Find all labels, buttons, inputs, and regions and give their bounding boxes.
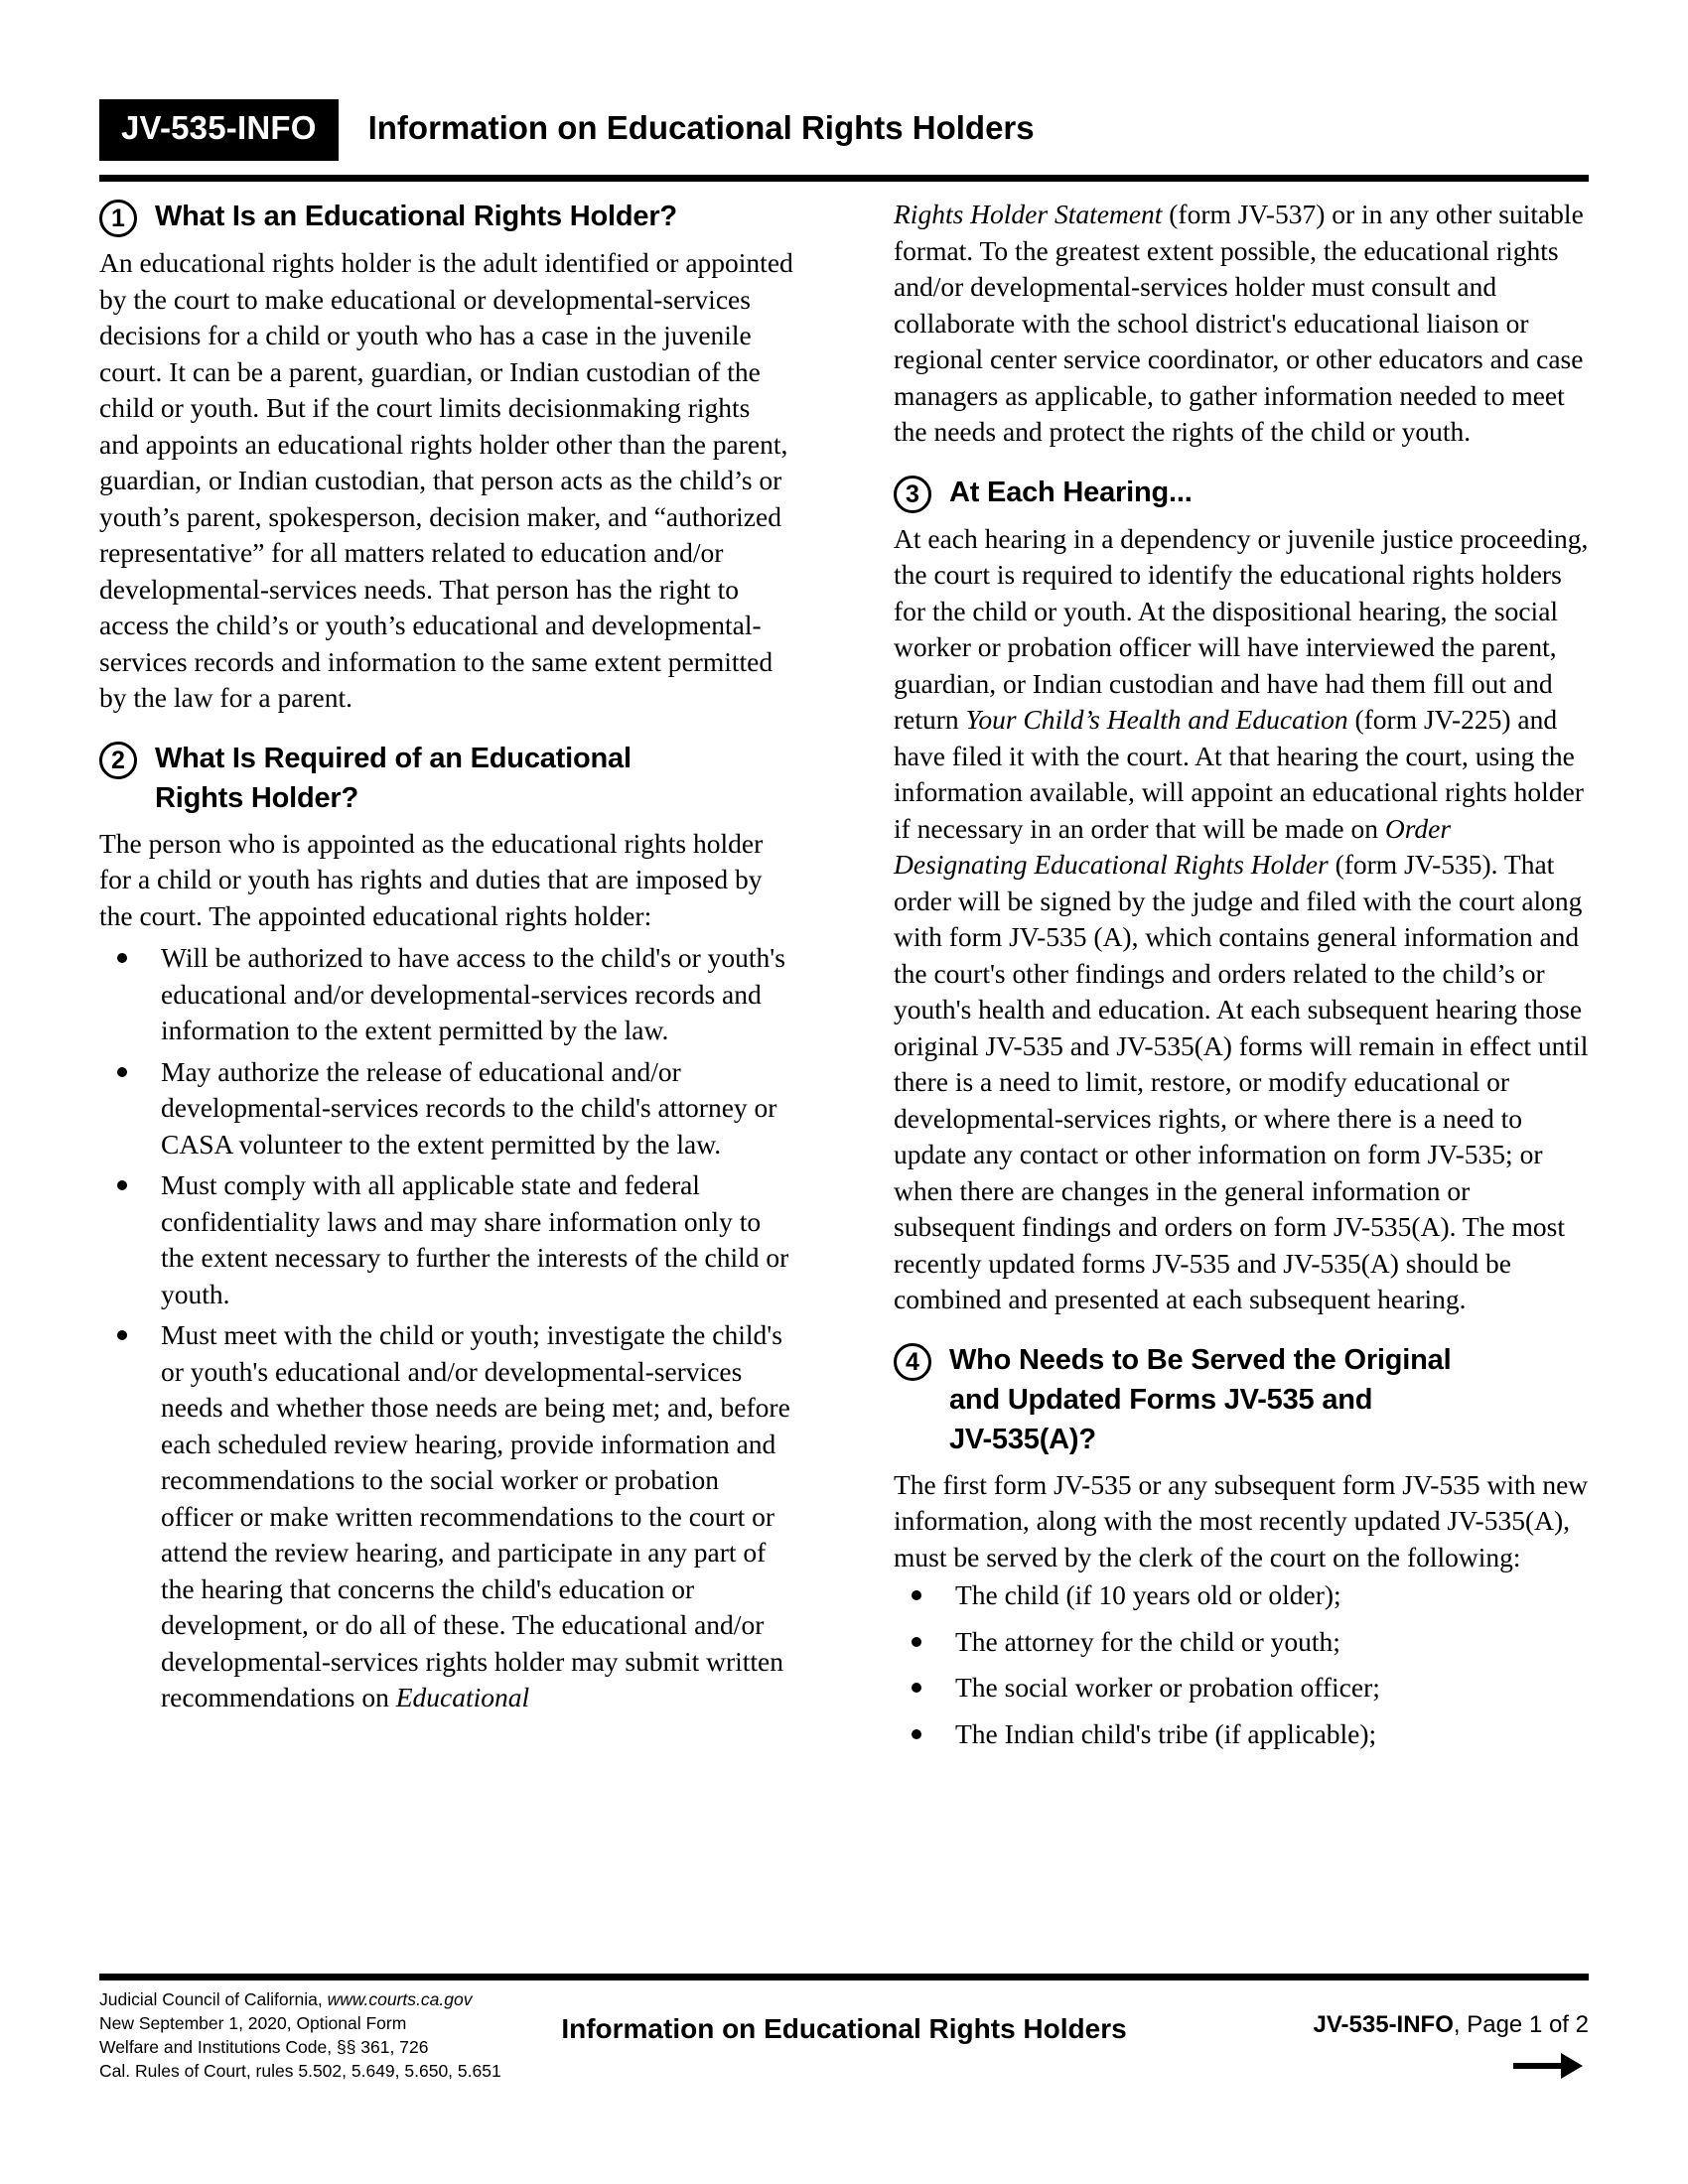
section-1-title: What Is an Educational Rights Holder? [155,201,677,232]
footer-line-council [99,1987,501,2011]
section-2-heading [99,739,794,818]
footer-line-rules: Cal. Rules of Court, rules 5.502, 5.649, 5.650, 5.651 [99,2061,501,2081]
list-item: The child (if 10 years old or older); [894,1577,1589,1614]
section-2-number-icon: 2 [99,742,137,779]
section-3-title: At Each Hearing... [949,476,1193,508]
section-2-title [155,739,632,818]
section-4-title [949,1340,1451,1459]
section-4-title-line3: JV-535(A)? [949,1423,1096,1455]
footer-title: Information on Educational Rights Holders [561,2013,1127,2044]
list-item: The social worker or probation officer; [894,1670,1589,1706]
list-item [99,1317,794,1716]
section-1-heading [99,197,794,237]
form-reference-italic-jv535: Order Designating Educational Rights Holder [894,812,1452,880]
continuation-text: (form JV-537) or in any other suitable format. To the greatest extent possible, the educational rights and/or developmental-services holder must consult and collaborate with the school district's educational liaison or regional center service coordinator, or other educators and case managers as applicable, to gather information needed to meet the needs and protect the rights of the child or youth. [894,199,1584,447]
section-2-bullet-list [99,940,794,1716]
footer-divider-rule [99,1974,1589,1980]
left-column [99,197,794,1721]
footer-line-code: Welfare and Institutions Code, §§ 361, 726 [99,2037,429,2057]
footer-form-number: JV-535-INFO [1313,2011,1454,2038]
footer-line-revision: New September 1, 2020, Optional Form [99,2013,407,2033]
footer-council-text: Judicial Council of California, [99,1989,328,2009]
section-4-number-icon: 4 [894,1343,931,1381]
form-reference-italic-jv225: Your Child’s Health and Education [965,704,1348,735]
page-footer [99,1987,1589,2097]
section-2-title-line1: What Is Required of an Educational [155,742,632,774]
section-3-text-part2: (form JV-225) and have filed it with the court. At that hearing the court, using the information available, will appoint an educational rights holder if necessary in an order that will be made on [894,704,1584,844]
right-column [894,197,1589,1762]
list-item: The Indian child's tribe (if applicable); [894,1716,1589,1753]
list-item: May authorize the release of educational and/or developmental-services records to the child's attorney or CASA volunteer to the extent permitted by the law. [99,1054,794,1163]
list-item: Must comply with all applicable state and federal confidentiality laws and may share information only to the extent necessary to further the interests of the child or youth. [99,1167,794,1312]
header-divider-rule [99,175,1589,182]
section-1-paragraph: An educational rights holder is the adult identified or appointed by the court to make educational or developmental-services decisions for a child or youth who has a case in the juvenile court. It can be a parent, guardian, or Indian custodian of the child or youth. But if the court limits decisionmaking rights and appoints an educational rights holder other than the parent, guardian, or Indian custodian, that person acts as the child’s or youth’s parent, spokesperson, decision maker, and “authorized representative” for all matters related to education and/or developmental-services needs. That person has the right to access the child’s or youth’s educational and developmental-services records and information to the same extent permitted by the law for a parent. [99,247,793,713]
section-2-intro: The person who is appointed as the educational rights holder for a child or youth has rights and duties that are imposed by the court. The appointed educational rights holder: [99,827,764,931]
footer-page-number: , Page 1 of 2 [1453,2011,1589,2038]
next-page-arrow-icon [1513,2049,1583,2083]
section-4-title-line1: Who Needs to Be Served the Original [949,1343,1452,1376]
list-item: The attorney for the child or youth; [894,1624,1589,1661]
section-4-heading [894,1340,1589,1459]
footer-website-link[interactable]: www.courts.ca.gov [327,1989,473,2009]
section-2-title-line2: Rights Holder? [155,781,359,814]
section-3-heading [894,473,1589,513]
section-4-intro: The first form JV-535 or any subsequent form JV-535 with new information, along with the most recently updated JV-535(A), must be served by the clerk of the court on the following: [894,1468,1589,1572]
form-reference-italic: Educational [395,1682,530,1712]
section-3-text-part3: (form JV-535). That order will be signed by the judge and filed with the court along with form JV-535 (A), which contains general information and the court's other findings and orders related to the child’s or youth's health and education. At each subsequent hearing those original JV-535 and JV-535(A) forms will remain in effect until there is a need to limit, restore, or modify educational or developmental-services rights, or where there is a need to update any contact or other information on form JV-535; or when there are changes in the general information or subsequent findings and orders on form JV-535(A). The most recently updated forms JV-535 and JV-535(A) should be combined and presented at each subsequent hearing. [894,849,1589,1314]
form-header [99,99,1589,161]
footer-page-indicator [1314,2011,1590,2039]
section-2-continuation [894,197,1589,451]
section-3-paragraph [894,521,1589,1318]
section-3-text-part1: At each hearing in a dependency or juvenile justice proceeding, the court is required to identify the educational rights holders for the child or youth. At the dispositional hearing, the social worker or probation officer will have interviewed the parent, guardian, or Indian custodian and have had them fill out and return [894,522,1589,735]
section-4-title-line2: and Updated Forms JV-535 and [949,1383,1373,1416]
content-columns [99,197,1589,1924]
form-reference-italic: Rights Holder Statement [894,199,1163,229]
list-item-text: Must meet with the child or youth; investigate the child's or youth's educational and/or developmental-services needs and whether those needs are being met; and, before each scheduled review hearing, provide information and recommendations to the social worker or probation officer or make written recommendations to the court or attend the review hearing, and participate in any part of the hearing that concerns the child's education or development, or do all of these. The educational and/or developmental-services rights holder may submit written recommendations on [161,1319,790,1712]
form-number-badge: JV-535-INFO [99,99,339,161]
section-1-number-icon: 1 [99,200,137,237]
list-item: Will be authorized to have access to the child's or youth's educational and/or developmental-services records and information to the extent permitted by the law. [99,940,794,1049]
section-4-bullet-list [894,1577,1589,1752]
page-title: Information on Educational Rights Holders [367,109,1035,146]
section-3-number-icon: 3 [894,476,931,513]
